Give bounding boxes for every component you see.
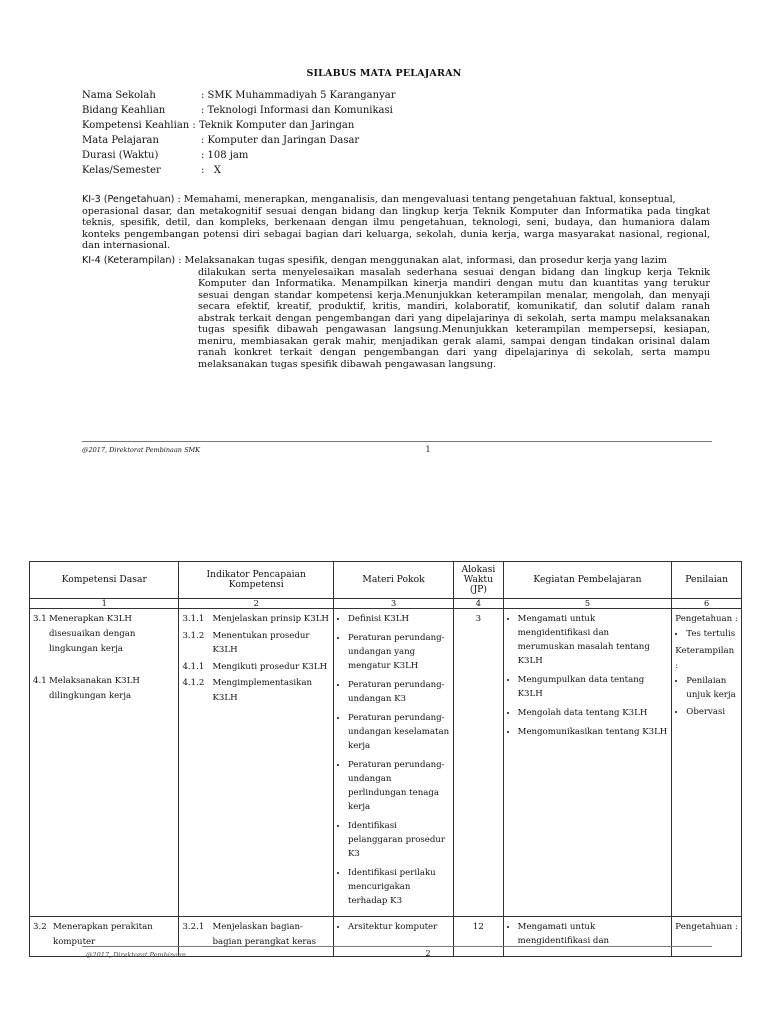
list-item: • Identifikasi pelanggaran prosedur K3 xyxy=(348,819,450,861)
kegiatan-cell xyxy=(503,609,672,917)
list-item: • Peraturan perundang-undangan K3 xyxy=(348,678,450,706)
materi-list xyxy=(337,920,450,934)
list-item: • Penilaian unjuk kerja xyxy=(686,674,738,702)
indicator-text: Mengikuti prosedur K3LH xyxy=(212,661,328,672)
column-number: 4 xyxy=(454,599,503,609)
kd-item xyxy=(33,612,175,657)
list-item: • Peraturan perundang-undangan perlindungan tenaga kerja xyxy=(348,758,450,814)
column-number: 2 xyxy=(179,599,334,609)
ki-4-label: KI-4 (Keterampilan) xyxy=(82,255,176,266)
ki-3-first-text: : Memahami, menerapkan, menganalisis, dan mengevaluasi tentang pengetahuan faktual, konseptual, xyxy=(177,194,676,205)
column-number: 3 xyxy=(333,599,453,609)
list-item: • Mengumpulkan data tentang K3LH xyxy=(518,673,669,701)
kegiatan-list xyxy=(507,920,669,948)
ki-4-section xyxy=(82,255,710,370)
header-materi-pokok: Materi Pokok xyxy=(333,562,453,599)
kompetensi-dasar-cell xyxy=(30,609,179,917)
materi-pokok-cell xyxy=(333,609,453,917)
info-row-school xyxy=(82,88,395,103)
indicator-number: 4.1.1 xyxy=(182,661,205,672)
indikator-cell xyxy=(179,609,334,917)
info-value: : Komputer dan Jaringan Dasar xyxy=(201,135,360,146)
penilaian-list xyxy=(675,674,738,719)
list-item: • Arsitektur komputer xyxy=(348,920,450,934)
kegiatan-list xyxy=(507,612,669,739)
indicator-text: Menjelaskan prinsip K3LH xyxy=(212,614,329,624)
ki-4-first-line xyxy=(82,255,710,267)
list-item: • Identifikasi perilaku mencurigakan terhadap K3 xyxy=(348,866,450,908)
indicator-item xyxy=(182,660,330,675)
kd-item xyxy=(33,674,175,704)
info-label: Durasi (Waktu) xyxy=(82,150,159,161)
table-row xyxy=(30,609,742,917)
indikator-cell xyxy=(179,917,334,957)
info-label: Mata Pelajaran xyxy=(82,135,159,146)
info-value: : Teknologi Informasi dan Komunikasi xyxy=(201,105,393,116)
kd-text: Melaksanakan K3LH dilingkungan kerja xyxy=(49,676,140,701)
indicator-number: 3.1.1 xyxy=(182,614,205,624)
school-info xyxy=(82,88,395,178)
indicator-text: Menentukan prosedur K3LH xyxy=(212,630,310,655)
info-row-class xyxy=(82,163,395,178)
info-value: : 108 jam xyxy=(201,150,249,161)
ki-3-first-line xyxy=(82,194,710,206)
kd-number: 4.1 xyxy=(33,676,47,686)
list-item: • Peraturan perundang-undangan keselamatan kerja xyxy=(348,711,450,753)
indicator-item xyxy=(182,612,330,627)
indicator-number: 3.2.1 xyxy=(182,922,205,932)
indicator-number: 4.1.2 xyxy=(182,678,205,688)
info-row-subject xyxy=(82,133,395,148)
indicator-text: Mengimplementasikan K3LH xyxy=(212,678,312,703)
info-row-duration xyxy=(82,148,395,163)
list-item: • Obervasi xyxy=(686,705,738,719)
header-alokasi-waktu: Alokasi Waktu (JP) xyxy=(454,562,503,599)
document-title: SILABUS MATA PELAJARAN xyxy=(306,68,462,79)
kd-number: 3.2 xyxy=(33,922,47,932)
table-header-row xyxy=(30,562,742,599)
indicator-item xyxy=(182,920,330,949)
column-number: 1 xyxy=(30,599,179,609)
header-kegiatan: Kegiatan Pembelajaran xyxy=(503,562,672,599)
list-item: • Mengamati untuk mengidentifikasi dan xyxy=(518,920,669,948)
info-value: : SMK Muhammadiyah 5 Karanganyar xyxy=(201,90,396,101)
penilaian-list xyxy=(675,627,738,641)
info-row-field xyxy=(82,103,395,118)
ki-4-first-text: : Melaksanakan tugas spesifik, dengan menggunakan alat, informasi, dan prosedur kerja yang lazim xyxy=(178,255,667,266)
kd-text: Menerapkan K3LH disesuaikan dengan lingkungan kerja xyxy=(49,614,136,654)
list-item: • Mengomunikasikan tentang K3LH xyxy=(518,725,669,739)
footer-text: @2017, Direktorat Pembinaan xyxy=(86,951,186,959)
indicator-number: 3.1.2 xyxy=(182,630,205,641)
page-number: 2 xyxy=(425,949,431,958)
column-number: 5 xyxy=(503,599,672,609)
ki-3-section xyxy=(82,194,710,252)
info-value: Teknik Komputer dan Jaringan xyxy=(195,120,355,131)
list-item: • Mengolah data tentang K3LH xyxy=(518,706,669,720)
list-item: • Tes tertulis xyxy=(686,627,738,641)
info-label: Nama Sekolah xyxy=(82,90,156,101)
footer-divider xyxy=(82,946,712,947)
header-indikator: Indikator Pencapaian Kompetensi xyxy=(179,562,334,599)
penilaian-pengetahuan-label: Pengetahuan : xyxy=(675,614,738,624)
kd-text: Menerapkan perakitan komputer xyxy=(53,922,153,947)
info-row-competency xyxy=(82,118,395,133)
info-label: Bidang Keahlian xyxy=(82,105,166,116)
penilaian-cell xyxy=(672,609,742,917)
list-item: • Peraturan perundang-undangan yang mengatur K3LH xyxy=(348,631,450,673)
header-penilaian: Penilaian xyxy=(672,562,742,599)
list-item: • Mengamati untuk mengidentifikasi dan merumuskan masalah tentang K3LH xyxy=(518,612,669,668)
ki-4-body: dilakukan serta menyelesaikan masalah sederhana sesuai dengan bidang dan lingkup kerja Teknik Komputer dan Informatika. Menampilkan kinerja mandiri dengan mutu dan kuantitas yang terukur sesuai dengan standar kompetensi kerja.Menunjukkan keterampilan menalar, mengolah, dan menyaji secara efektif, kreatif, produktif, kritis, mandiri, kolaboratif, komunikatif, dan solutif dalam ranah abstrak terkait dengan pengembangan dari yang dipelajarinya di sekolah, serta mampu melaksanakan tugas spesifik dibawah pengawasan langsung.Menunjukkan keterampilan mempersepsi, kesiapan, meniru, membiasakan gerak mahir, menjadikan gerak alami, sampai dengan tindakan orisinal dalam ranah konkret terkait dengan pengembangan dari yang dipelajarinya di sekolah, serta mampu melaksanakan tugas spesifik dibawah pengawasan langsung. xyxy=(198,266,710,370)
syllabus-table xyxy=(29,561,742,957)
page-number: 1 xyxy=(425,445,431,454)
column-number: 6 xyxy=(672,599,742,609)
kegiatan-cell xyxy=(503,917,672,957)
info-value: : X xyxy=(201,165,222,176)
ki-3-label: KI-3 (Pengetahuan) xyxy=(82,194,175,205)
penilaian-keterampilan-label: Keterampilan : xyxy=(675,646,735,671)
alokasi-waktu-cell: 12 xyxy=(454,917,503,957)
info-label: Kompetensi Keahlian : xyxy=(82,120,196,131)
column-number-row xyxy=(30,599,742,609)
page-1 xyxy=(0,0,768,500)
footer-text: @2017, Direktorat Pembinaan SMK xyxy=(82,446,201,454)
indicator-item xyxy=(182,676,330,705)
penilaian-cell: Pengetahuan : xyxy=(672,917,742,957)
alokasi-waktu-cell: 3 xyxy=(454,609,503,917)
footer-divider xyxy=(82,441,712,442)
info-label: Kelas/Semester xyxy=(82,165,161,176)
indicator-text: Menjelaskan bagian-bagian perangkat keras xyxy=(212,922,317,947)
kd-number: 3.1 xyxy=(33,614,47,624)
materi-list xyxy=(337,612,450,908)
header-kompetensi-dasar: Kompetensi Dasar xyxy=(30,562,179,599)
ki-3-body: operasional dasar, dan metakognitif sesuai dengan bidang dan lingkup kerja Teknik Komputer dan Informatika pada tingkat teknis, spesifik, detil, dan kompleks, berkenaan dengan ilmu pengetahuan, teknologi, seni, budaya, dan humaniora dalam konteks pengembangan potensi diri sebagai bagian dari keluarga, sekolah, dunia kerja, warga masyarakat nasional, regional, dan internasional. xyxy=(82,205,710,251)
indicator-item xyxy=(182,629,330,658)
list-item: • Definisi K3LH xyxy=(348,612,450,626)
